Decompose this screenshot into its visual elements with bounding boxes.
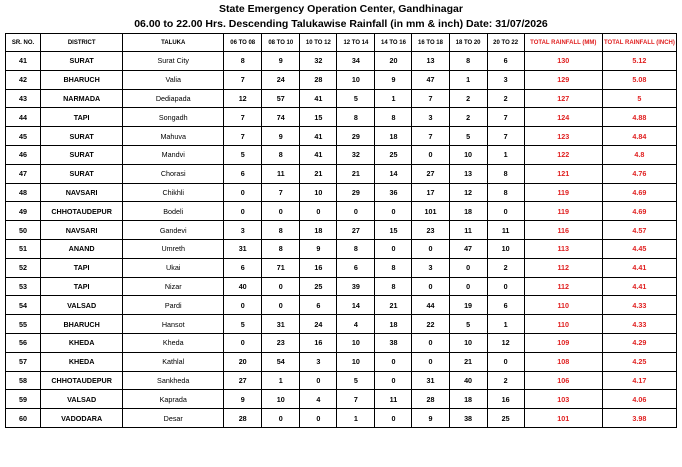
h14-16-cell: 0 (375, 371, 412, 390)
total-inch-cell: 4.88 (602, 108, 676, 127)
h06-08-cell: 0 (224, 333, 262, 352)
h14-16-cell: 11 (375, 390, 412, 409)
total-mm-cell: 121 (524, 164, 602, 183)
total-mm-cell: 109 (524, 333, 602, 352)
table-row (6, 258, 677, 277)
h20-22-cell: 2 (487, 89, 524, 108)
h16-18-cell: 3 (412, 258, 449, 277)
total-inch-header: TOTAL RAINFALL (INCH) (602, 34, 676, 52)
taluka-cell: Songadh (123, 108, 224, 127)
table-row (6, 202, 677, 221)
taluka-cell: Dediapada (123, 89, 224, 108)
h20-22-cell: 6 (487, 296, 524, 315)
taluka-cell: Kheda (123, 333, 224, 352)
report-subtitle: 06.00 to 22.00 Hrs. Descending Talukawise Rainfall (in mm & inch) Date: 31/07/2026 (134, 18, 548, 30)
h10-12-cell: 6 (300, 296, 337, 315)
h20-22-cell: 11 (487, 221, 524, 240)
total-inch-cell: 4.33 (602, 315, 676, 334)
h16-18-cell: 27 (412, 164, 449, 183)
h18-20-cell: 38 (449, 409, 487, 428)
h08-10-cell: 0 (262, 202, 300, 221)
h10-12-cell: 41 (300, 89, 337, 108)
h18-20-cell: 18 (449, 202, 487, 221)
h20-22-cell: 7 (487, 127, 524, 146)
h06-08-cell: 8 (224, 52, 262, 71)
h16-18-cell: 0 (412, 352, 449, 371)
total-inch-cell: 5 (602, 89, 676, 108)
district-cell: TAPI (40, 108, 122, 127)
h18-20-cell: 19 (449, 296, 487, 315)
h16-18-cell: 0 (412, 277, 449, 296)
h10-12-cell: 41 (300, 127, 337, 146)
h20-22-cell: 7 (487, 108, 524, 127)
total-mm-cell: 123 (524, 127, 602, 146)
h18-20-cell: 47 (449, 239, 487, 258)
table-row (6, 70, 677, 89)
h12-14-cell: 27 (337, 221, 375, 240)
taluka-header: TALUKA (123, 34, 224, 52)
h06-08-cell: 0 (224, 183, 262, 202)
h10-12-cell: 16 (300, 258, 337, 277)
h06-08-cell: 27 (224, 371, 262, 390)
h20-22-cell: 3 (487, 70, 524, 89)
h16-18-cell: 22 (412, 315, 449, 334)
h16-18-cell: 7 (412, 89, 449, 108)
sr-no-cell: 54 (6, 296, 41, 315)
h06-08-cell: 28 (224, 409, 262, 428)
h08-10-cell: 1 (262, 371, 300, 390)
h18-20-cell: 18 (449, 390, 487, 409)
h18-20-cell: 2 (449, 108, 487, 127)
table-row (6, 221, 677, 240)
district-cell: NAVSARI (40, 183, 122, 202)
total-inch-cell: 4.76 (602, 164, 676, 183)
table-row (6, 164, 677, 183)
h18-20-cell: 1 (449, 70, 487, 89)
table-header-row (6, 34, 677, 52)
h18-20-cell: 12 (449, 183, 487, 202)
district-cell: VALSAD (40, 390, 122, 409)
h12-14-cell: 21 (337, 164, 375, 183)
total-inch-cell: 4.57 (602, 221, 676, 240)
h18-20-cell: 2 (449, 89, 487, 108)
h20-22-cell: 6 (487, 52, 524, 71)
h16-18-cell: 28 (412, 390, 449, 409)
taluka-cell: Kathlal (123, 352, 224, 371)
h20-22-cell: 2 (487, 371, 524, 390)
total-mm-cell: 124 (524, 108, 602, 127)
h18-20-cell: 10 (449, 145, 487, 164)
h06-08-cell: 20 (224, 352, 262, 371)
total-mm-header: TOTAL RAINFALL (MM) (524, 34, 602, 52)
district-cell: BHARUCH (40, 70, 122, 89)
sr-no-cell: 48 (6, 183, 41, 202)
h10-12-header: 10 TO 12 (300, 34, 337, 52)
total-inch-cell: 4.84 (602, 127, 676, 146)
total-inch-cell: 4.33 (602, 296, 676, 315)
total-mm-cell: 110 (524, 296, 602, 315)
h20-22-cell: 8 (487, 164, 524, 183)
h16-18-cell: 0 (412, 239, 449, 258)
table-body (6, 52, 677, 428)
h10-12-cell: 24 (300, 315, 337, 334)
h14-16-cell: 9 (375, 70, 412, 89)
total-mm-cell: 112 (524, 258, 602, 277)
taluka-cell: Sankheda (123, 371, 224, 390)
h14-16-cell: 18 (375, 127, 412, 146)
total-inch-cell: 5.12 (602, 52, 676, 71)
h14-16-cell: 8 (375, 277, 412, 296)
h14-16-cell: 15 (375, 221, 412, 240)
total-inch-cell: 4.41 (602, 277, 676, 296)
total-mm-cell: 113 (524, 239, 602, 258)
h12-14-cell: 4 (337, 315, 375, 334)
h06-08-cell: 3 (224, 221, 262, 240)
total-mm-cell: 122 (524, 145, 602, 164)
total-mm-cell: 103 (524, 390, 602, 409)
h14-16-cell: 36 (375, 183, 412, 202)
h08-10-cell: 0 (262, 409, 300, 428)
table-row (6, 183, 677, 202)
taluka-cell: Ukai (123, 258, 224, 277)
h10-12-cell: 10 (300, 183, 337, 202)
sr-no-cell: 60 (6, 409, 41, 428)
h08-10-cell: 11 (262, 164, 300, 183)
h10-12-cell: 4 (300, 390, 337, 409)
district-cell: SURAT (40, 164, 122, 183)
h12-14-cell: 6 (337, 258, 375, 277)
h14-16-cell: 0 (375, 239, 412, 258)
taluka-cell: Bodeli (123, 202, 224, 221)
taluka-cell: Mahuva (123, 127, 224, 146)
total-inch-cell: 4.8 (602, 145, 676, 164)
taluka-cell: Pardi (123, 296, 224, 315)
table-row (6, 371, 677, 390)
h16-18-header: 16 TO 18 (412, 34, 449, 52)
sr-no-cell: 46 (6, 145, 41, 164)
table-row (6, 390, 677, 409)
h18-20-cell: 5 (449, 127, 487, 146)
h08-10-cell: 8 (262, 221, 300, 240)
total-inch-cell: 4.06 (602, 390, 676, 409)
district-cell: TAPI (40, 258, 122, 277)
total-mm-cell: 119 (524, 202, 602, 221)
h08-10-cell: 31 (262, 315, 300, 334)
h12-14-cell: 8 (337, 108, 375, 127)
h10-12-cell: 0 (300, 202, 337, 221)
h12-14-cell: 29 (337, 127, 375, 146)
taluka-cell: Umreth (123, 239, 224, 258)
h06-08-cell: 7 (224, 108, 262, 127)
h20-22-cell: 0 (487, 277, 524, 296)
h06-08-cell: 7 (224, 70, 262, 89)
h20-22-cell: 16 (487, 390, 524, 409)
taluka-cell: Hansot (123, 315, 224, 334)
h06-08-cell: 5 (224, 315, 262, 334)
h18-20-cell: 21 (449, 352, 487, 371)
total-mm-cell: 129 (524, 70, 602, 89)
h08-10-cell: 9 (262, 52, 300, 71)
district-cell: SURAT (40, 127, 122, 146)
h16-18-cell: 23 (412, 221, 449, 240)
h20-22-cell: 2 (487, 258, 524, 277)
h10-12-cell: 3 (300, 352, 337, 371)
table-row (6, 108, 677, 127)
h06-08-cell: 31 (224, 239, 262, 258)
sr-no-cell: 56 (6, 333, 41, 352)
h08-10-cell: 7 (262, 183, 300, 202)
h10-12-cell: 32 (300, 52, 337, 71)
rainfall-report (5, 2, 677, 428)
total-inch-cell: 4.25 (602, 352, 676, 371)
h10-12-cell: 15 (300, 108, 337, 127)
table-row (6, 127, 677, 146)
h16-18-cell: 31 (412, 371, 449, 390)
district-cell: BHARUCH (40, 315, 122, 334)
sr-no-cell: 55 (6, 315, 41, 334)
h18-20-cell: 5 (449, 315, 487, 334)
h10-12-cell: 0 (300, 371, 337, 390)
sr-no-cell: 59 (6, 390, 41, 409)
table-row (6, 145, 677, 164)
district-cell: NARMADA (40, 89, 122, 108)
h12-14-cell: 7 (337, 390, 375, 409)
h06-08-cell: 40 (224, 277, 262, 296)
h18-20-cell: 0 (449, 258, 487, 277)
h12-14-cell: 0 (337, 202, 375, 221)
total-mm-cell: 127 (524, 89, 602, 108)
h10-12-cell: 41 (300, 145, 337, 164)
district-cell: KHEDA (40, 352, 122, 371)
h08-10-cell: 71 (262, 258, 300, 277)
sr-no-cell: 42 (6, 70, 41, 89)
h12-14-cell: 5 (337, 371, 375, 390)
h14-16-cell: 0 (375, 202, 412, 221)
h10-12-cell: 21 (300, 164, 337, 183)
h18-20-cell: 10 (449, 333, 487, 352)
sr-no-cell: 41 (6, 52, 41, 71)
table-row (6, 296, 677, 315)
h06-08-cell: 0 (224, 202, 262, 221)
table-row (6, 409, 677, 428)
h16-18-cell: 7 (412, 127, 449, 146)
taluka-cell: Gandevi (123, 221, 224, 240)
h06-08-cell: 12 (224, 89, 262, 108)
total-inch-cell: 4.29 (602, 333, 676, 352)
taluka-cell: Chorasi (123, 164, 224, 183)
h12-14-cell: 34 (337, 52, 375, 71)
taluka-cell: Kaprada (123, 390, 224, 409)
h16-18-cell: 0 (412, 145, 449, 164)
sr-no-cell: 50 (6, 221, 41, 240)
h10-12-cell: 16 (300, 333, 337, 352)
table-row (6, 52, 677, 71)
h12-14-cell: 39 (337, 277, 375, 296)
total-mm-cell: 108 (524, 352, 602, 371)
h16-18-cell: 47 (412, 70, 449, 89)
h20-22-cell: 0 (487, 352, 524, 371)
h08-10-cell: 0 (262, 296, 300, 315)
h06-08-cell: 7 (224, 127, 262, 146)
h18-20-cell: 0 (449, 277, 487, 296)
h14-16-cell: 0 (375, 352, 412, 371)
total-mm-cell: 119 (524, 183, 602, 202)
h08-10-cell: 74 (262, 108, 300, 127)
total-inch-cell: 4.69 (602, 202, 676, 221)
h18-20-cell: 40 (449, 371, 487, 390)
h10-12-cell: 18 (300, 221, 337, 240)
table-row (6, 239, 677, 258)
h18-20-cell: 13 (449, 164, 487, 183)
h10-12-cell: 9 (300, 239, 337, 258)
taluka-cell: Valia (123, 70, 224, 89)
h14-16-cell: 0 (375, 409, 412, 428)
h08-10-cell: 0 (262, 277, 300, 296)
h10-12-cell: 0 (300, 409, 337, 428)
h18-20-cell: 8 (449, 52, 487, 71)
total-inch-cell: 5.08 (602, 70, 676, 89)
h10-12-cell: 28 (300, 70, 337, 89)
district-cell: SURAT (40, 52, 122, 71)
sr-no-cell: 57 (6, 352, 41, 371)
taluka-cell: Desar (123, 409, 224, 428)
total-mm-cell: 116 (524, 221, 602, 240)
total-inch-cell: 4.69 (602, 183, 676, 202)
total-mm-cell: 130 (524, 52, 602, 71)
h12-14-cell: 14 (337, 296, 375, 315)
district-cell: SURAT (40, 145, 122, 164)
rainfall-table (5, 33, 677, 428)
h06-08-header: 06 TO 08 (224, 34, 262, 52)
h14-16-cell: 1 (375, 89, 412, 108)
h12-14-header: 12 TO 14 (337, 34, 375, 52)
district-header: DISTRICT (40, 34, 122, 52)
h18-20-header: 18 TO 20 (449, 34, 487, 52)
h16-18-cell: 13 (412, 52, 449, 71)
taluka-cell: Mandvi (123, 145, 224, 164)
h08-10-cell: 10 (262, 390, 300, 409)
h10-12-cell: 25 (300, 277, 337, 296)
taluka-cell: Chikhli (123, 183, 224, 202)
h14-16-header: 14 TO 16 (375, 34, 412, 52)
sr-no-cell: 52 (6, 258, 41, 277)
h14-16-cell: 8 (375, 108, 412, 127)
h08-10-header: 08 TO 10 (262, 34, 300, 52)
h12-14-cell: 5 (337, 89, 375, 108)
h14-16-cell: 20 (375, 52, 412, 71)
district-cell: VALSAD (40, 296, 122, 315)
district-cell: VADODARA (40, 409, 122, 428)
h14-16-cell: 21 (375, 296, 412, 315)
h20-22-cell: 10 (487, 239, 524, 258)
table-row (6, 333, 677, 352)
sr-no-cell: 49 (6, 202, 41, 221)
h12-14-cell: 10 (337, 70, 375, 89)
h14-16-cell: 14 (375, 164, 412, 183)
taluka-cell: Nizar (123, 277, 224, 296)
total-mm-cell: 106 (524, 371, 602, 390)
district-cell: CHHOTAUDEPUR (40, 371, 122, 390)
total-inch-cell: 4.41 (602, 258, 676, 277)
h06-08-cell: 6 (224, 258, 262, 277)
h12-14-cell: 32 (337, 145, 375, 164)
total-inch-cell: 4.45 (602, 239, 676, 258)
district-cell: KHEDA (40, 333, 122, 352)
h20-22-cell: 12 (487, 333, 524, 352)
total-inch-cell: 4.17 (602, 371, 676, 390)
h16-18-cell: 17 (412, 183, 449, 202)
h08-10-cell: 54 (262, 352, 300, 371)
report-title: State Emergency Operation Center, Gandhinagar (219, 3, 463, 15)
h08-10-cell: 8 (262, 239, 300, 258)
sr-no-cell: 47 (6, 164, 41, 183)
h12-14-cell: 10 (337, 352, 375, 371)
h06-08-cell: 0 (224, 296, 262, 315)
h20-22-cell: 25 (487, 409, 524, 428)
district-cell: CHHOTAUDEPUR (40, 202, 122, 221)
h18-20-cell: 11 (449, 221, 487, 240)
sr-no-cell: 44 (6, 108, 41, 127)
table-row (6, 315, 677, 334)
h06-08-cell: 9 (224, 390, 262, 409)
h16-18-cell: 3 (412, 108, 449, 127)
h20-22-header: 20 TO 22 (487, 34, 524, 52)
h16-18-cell: 101 (412, 202, 449, 221)
sr-no-cell: 53 (6, 277, 41, 296)
h14-16-cell: 18 (375, 315, 412, 334)
h08-10-cell: 24 (262, 70, 300, 89)
district-cell: NAVSARI (40, 221, 122, 240)
h06-08-cell: 6 (224, 164, 262, 183)
total-mm-cell: 110 (524, 315, 602, 334)
h16-18-cell: 0 (412, 333, 449, 352)
h12-14-cell: 8 (337, 239, 375, 258)
h08-10-cell: 57 (262, 89, 300, 108)
total-mm-cell: 101 (524, 409, 602, 428)
table-row (6, 352, 677, 371)
total-mm-cell: 112 (524, 277, 602, 296)
sr-no-header: SR. NO. (6, 34, 41, 52)
h12-14-cell: 29 (337, 183, 375, 202)
h16-18-cell: 9 (412, 409, 449, 428)
h14-16-cell: 8 (375, 258, 412, 277)
district-cell: ANAND (40, 239, 122, 258)
h08-10-cell: 8 (262, 145, 300, 164)
h20-22-cell: 1 (487, 145, 524, 164)
h08-10-cell: 9 (262, 127, 300, 146)
sr-no-cell: 51 (6, 239, 41, 258)
h08-10-cell: 23 (262, 333, 300, 352)
taluka-cell: Surat City (123, 52, 224, 71)
h12-14-cell: 1 (337, 409, 375, 428)
table-row (6, 89, 677, 108)
sr-no-cell: 43 (6, 89, 41, 108)
h20-22-cell: 1 (487, 315, 524, 334)
h06-08-cell: 5 (224, 145, 262, 164)
h12-14-cell: 10 (337, 333, 375, 352)
h20-22-cell: 8 (487, 183, 524, 202)
table-row (6, 277, 677, 296)
h20-22-cell: 0 (487, 202, 524, 221)
h14-16-cell: 25 (375, 145, 412, 164)
sr-no-cell: 58 (6, 371, 41, 390)
sr-no-cell: 45 (6, 127, 41, 146)
district-cell: TAPI (40, 277, 122, 296)
h14-16-cell: 38 (375, 333, 412, 352)
h16-18-cell: 44 (412, 296, 449, 315)
total-inch-cell: 3.98 (602, 409, 676, 428)
